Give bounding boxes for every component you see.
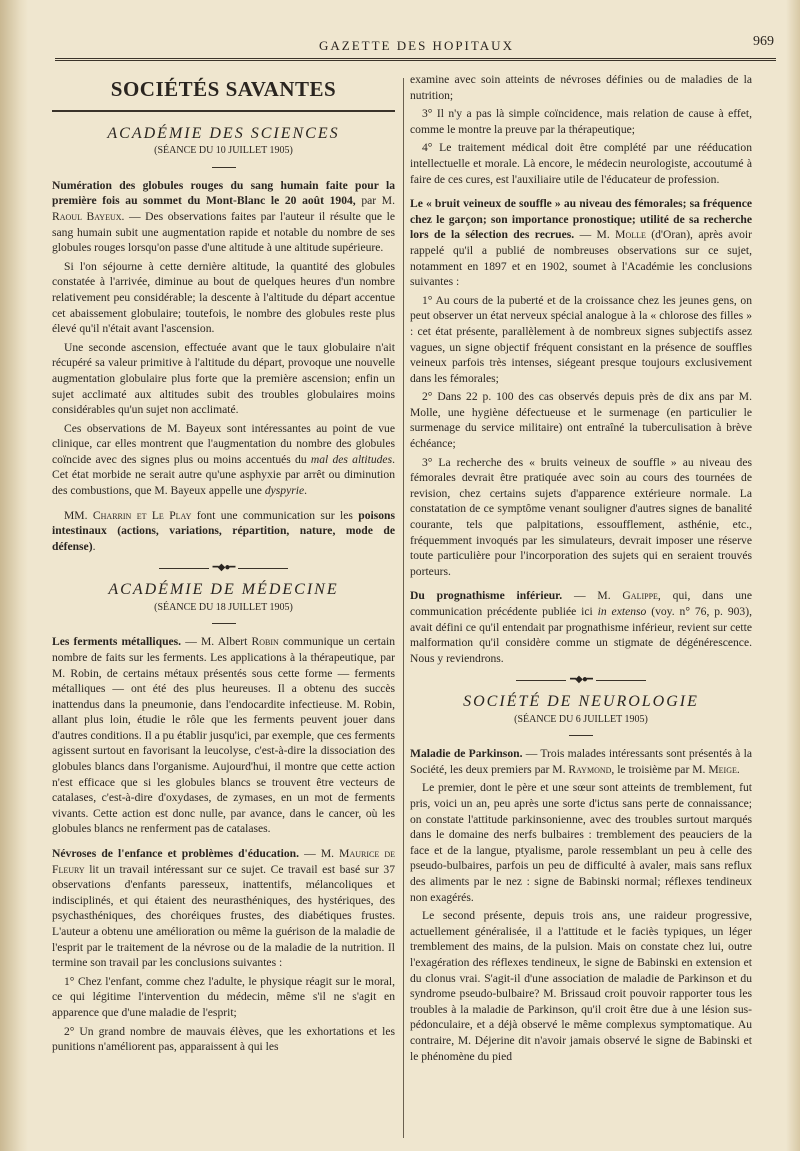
- conclusion-d1: 1° Au cours de la puberté et de la croissance chez les jeunes gens, on peut observer un état nerveux spécial analogue à la « chlorose des filles » : cet état présente, parallèlement à de nombreux signes subjectifs assez vagues, un signe objectif fréquent consistant en la présence de souffles veineux parfois très intenses, siégeant presque toujours exclusivement dans les fémorales;: [410, 293, 752, 385]
- text-run: , le troisième par M.: [611, 762, 709, 776]
- journal-title: GAZETTE DES HOPITAUX: [319, 38, 514, 53]
- text-run: font une communication sur les: [191, 508, 359, 522]
- italic-term: in extenso: [597, 605, 647, 618]
- conclusion-d2: 2° Dans 22 p. 100 des cas observés depuis près de dix ans par M. Molle, une hygiène défectueuse et le surmenage (en particulier le surmenage du service militaire) ont entraîné la tuberculisation à brève échéance;: [410, 390, 752, 451]
- article-text: communique un certain nombre de faits sur les ferments. Les applications à la thérapeutique, par M. Robin, de certains métaux présentés sous cette forme — ferments métalliques — ont été des plus heureuses. Il a obtenu des succès inattendus dans la pneumonie, dans l'endocardite infectieuse. M. Robin, allant plus loin, étudie le rôle que les ferments peuvent jouer dans d'autres conditions. Il a pu établir jusqu'ici, par exemple, que ces ferments agissent surtout en favorisant la leucolyse, c'est-à-dire la dissociation des globules blancs dans l'organisme. Aujourd'hui, il montre que cette action n'est efficace que si les globules blancs se trouvent être vecteurs de catalases, c'est-à-dire d'oxydases, de zymases, en un mot de ferments vivants. Cette action est donc nulle, par avance, dans le cancer, où les globules blancs ne renferment pas de catalases.: [52, 635, 395, 836]
- text-run: , qui, dans une communication précédente publiée ici: [410, 589, 752, 618]
- article-text: . — Des observations faites par l'auteur il résulte que le sang humain subit une augmentation rapide et notable du nombre de ses globules rouges lorsqu'on passe d'une altitude à une altitude supérieure.: [52, 209, 395, 255]
- text-run: Ces observations de M. Bayeux sont intéressantes au point de vue clinique, car elles montrent que l'augmentation du nombre des globules coïncide avec des signes plus ou moins accentués du: [52, 421, 395, 466]
- text-run: — Trois malades intéressants sont présentés à la Société, les deux premiers par M.: [410, 747, 752, 776]
- column-divider: [403, 78, 404, 1138]
- academie-medecine-seance: (SÉANCE DU 18 JUILLET 1905): [154, 601, 293, 613]
- article-globules: [52, 178, 395, 256]
- author-name: Maurice de Fleury: [52, 847, 396, 876]
- paragraph: [52, 421, 395, 499]
- conclusion-1: 1° Chez l'enfant, comme chez l'adulte, le physique réagit sur le moral, ce qui légitime l'intervention du médecin, même s'il ne s'agit en apparence que d'une maladie de l'esprit;: [52, 974, 395, 1019]
- article-text: (d'Oran), après avoir rappelé qu'il a publié de nombreuses observations sur ce sujet, notamment en 1897 et en 1902, soumet à l'Académie les conclusions suivantes :: [410, 228, 752, 289]
- text-run: MM.: [64, 508, 93, 522]
- academie-sciences-seance: (SÉANCE DU 10 JUILLET 1905): [154, 145, 293, 157]
- text-run: .: [736, 762, 740, 776]
- page-edge-shadow-left: [0, 0, 28, 1151]
- article-prognathisme: [410, 588, 752, 666]
- article-heading: poisons intestinaux (actions, variations, répartition, nature, mode de défense): [52, 508, 395, 553]
- academie-sciences-title: ACADÉMIE DES SCIENCES: [107, 124, 340, 142]
- text-run: . Cet état morbide ne serait autre qu'une asphyxie par arrêt ou diminution des combustions, que M. Bayeux appelle une: [52, 452, 395, 498]
- article-by: — M.: [299, 847, 340, 861]
- short-rule: [569, 735, 593, 736]
- conclusion-2-continued: examine avec soin atteints de névroses définies ou de maladies de la nutrition;: [410, 73, 752, 102]
- conclusion-4: 4° Le traitement médical doit être complété par une rééducation intellectuelle et morale. Là encore, le médecin neurologiste, accoutumé à faire de ces cures, est l'auxiliaire utile de l'éducateur de profession.: [410, 141, 752, 186]
- conclusion-d3: 3° La recherche des « bruits veineux de souffle » au niveau des fémorales devrait être pratiquée avec soin au cours des tournées de revision, chez certains sujets d'apparence extérieure normale. La constatation de ce symptôme venant souligner d'autres signes de banalité courante, tels que palpitations, essoufflement, asthénie, etc., fréquemment invoqués par les simulateurs, devrait imposer une réserve toute particulière pour l'incorporation des sujets qui en seraient trouvés porteurs.: [410, 455, 752, 578]
- neurologie-seance: (SÉANCE DU 6 JUILLET 1905): [514, 713, 648, 725]
- article-heading: Du prognathisme inférieur.: [410, 589, 563, 603]
- italic-term: dyspyrie: [264, 484, 305, 498]
- short-rule: [212, 167, 236, 168]
- article-parkinson: [410, 746, 752, 777]
- text-run: .: [92, 539, 96, 553]
- article-by: — M.: [574, 228, 616, 242]
- conclusion-3: 3° Il n'y a pas là simple coïncidence, mais relation de cause à effet, comme le montre la preuve par la thérapeutique;: [410, 107, 752, 136]
- academie-medecine-title: ACADÉMIE DE MÉDECINE: [108, 581, 339, 599]
- paragraph: Le second présente, depuis trois ans, une raideur progressive, actuellement généralisée, il a l'attitude et le faciès typiques, un léger tremblement des mains, de la pulsion. Mais on constate chez lui, outre l'exagération des réflexes tendineux, le signe de Babinski en extension et du clonus vrai. S'agit-il d'une association de maladie de Parkinson et du syndrome pseudo-bulbaire? M. Brissaud croit pouvoir rapporter tous les troubles à la maladie de Parkinson, qu'il croit être due à une lésion sus-pédonculaire, et a déjà observé le même complexus symptomatique. Au contraire, M. Déjerine dit n'avoir jamais observé le signe de Babinski et le phénomène du pied: [410, 909, 752, 1063]
- author-name: Meige: [708, 762, 737, 776]
- article-heading: Le « bruit veineux de souffle » au niveau des fémorales; sa fréquence chez le garçon; son importance pronostique; utilité de sa recherche lors de la sélection des recrues.: [410, 197, 752, 242]
- left-column: [52, 76, 395, 1058]
- article-poisons: [52, 508, 395, 555]
- article-by: — M. Albert: [181, 635, 252, 649]
- paragraph: Le premier, dont le père et une sœur sont atteints de tremblement, fut pris, voici un an, peu après une sorte d'ictus sans perte de connaissance; on constate l'attitude parkinsonienne, avec des troubles surtout marqués dans le domaine des nerfs bulbaires : tremblement des peauciers de la face et de la langue, ptyalisme, parole ressemblant un peu à celle des pseudo-bulbaires, parfois un peu de difficulté à avaler, mais sans reflux des aliments par le nez : signe de Babinski normal; réflexes tendineux non exagérés.: [410, 781, 752, 904]
- article-heading: Maladie de Parkinson.: [410, 747, 523, 761]
- page-number: 969: [753, 34, 774, 49]
- neurologie-title: SOCIÉTÉ DE NEUROLOGIE: [463, 693, 699, 711]
- short-rule: [212, 623, 236, 624]
- author-name: Galippe: [622, 589, 658, 603]
- section-title: SOCIÉTÉS SAVANTES: [110, 77, 337, 101]
- article-by: — M.: [562, 589, 623, 603]
- section-rule: [52, 110, 395, 112]
- text-run: .: [304, 484, 308, 498]
- paragraph: Si l'on séjourne à cette dernière altitude, la quantité des globules constatée à l'arrivée, diminue au bout de quelques heures d'un nombre relativement peu considérable; la descente à l'altitude du départ accentue cet abaissement globulaire; toutefois, le nombre des globules reste plus élevé qu'il n'était avant l'ascension.: [52, 259, 395, 336]
- header-double-rule: [55, 58, 776, 65]
- article-bruit-veineux: [410, 196, 752, 290]
- author-name: Robin: [251, 635, 279, 649]
- article-heading: Numération des globules rouges du sang humain faite pour la première fois au sommet du Mont-Blanc le 20 août 1904,: [52, 178, 395, 208]
- conclusion-2: 2° Un grand nombre de mauvais élèves, que les exhortations et les punitions n'améliorent pas, apparaissent à qui les: [52, 1024, 395, 1054]
- ornament-divider: ━◆●━: [52, 560, 395, 576]
- italic-term: mal des altitudes: [310, 452, 393, 466]
- ornament-divider: ━◆●━: [410, 672, 752, 688]
- author-name: Charrin et Le Play: [92, 508, 192, 522]
- author-name: Molle: [615, 228, 646, 242]
- article-ferments: [52, 634, 395, 837]
- right-column: [410, 72, 752, 1067]
- article-text: lit un travail intéressant sur ce sujet. Ce travail est basé sur 37 observations d'enfants paresseux, inattentifs, mélancoliques et indisciplinés, et qui étaient des neurasthéniques, des hystériques, des psychasthéniques, des choréiques frustes, des diabétiques frustes. L'auteur a obtenu une amélioration ou même la guérison de la maladie de l'esprit par le traitement de la névrose ou de la maladie de la nutrition. Il termine son travail par les conclusions suivantes :: [52, 862, 395, 970]
- author-name: Raoul Bayeux: [52, 209, 122, 223]
- text-run: (voy. n° 76, p. 903), avait défini ce qu'il entendait par prognathisme inférieur, revient sur cette malformation qu'il considère comme un stigmate de dégénérescence. Nous y reviendrons.: [410, 605, 752, 665]
- author-name: Raymond: [568, 762, 612, 776]
- article-nevroses: [52, 846, 395, 971]
- article-heading: Les ferments métalliques.: [52, 635, 182, 649]
- article-heading: Névroses de l'enfance et problèmes d'éducation.: [52, 847, 299, 861]
- paragraph: Une seconde ascension, effectuée avant que le taux globulaire n'ait récupéré sa valeur primitive à l'altitude du départ, provoque une nouvelle augmentation globulaire plus forte que la première ascension; enfin un sujet acclimaté aux altitudes subit des troubles globulaires moins considérables qu'un sujet non acclimaté.: [52, 340, 395, 417]
- article-by: par M.: [355, 194, 395, 208]
- page-edge-shadow-right: [786, 0, 800, 1151]
